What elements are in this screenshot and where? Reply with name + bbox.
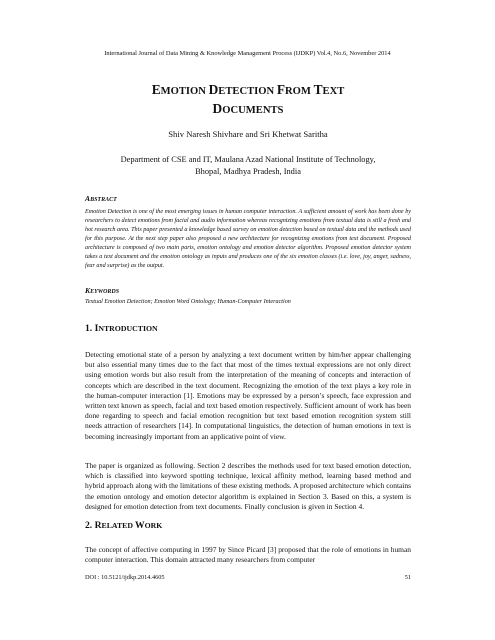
title-initial: E (151, 82, 161, 97)
doi-label: DOI : 10.5121/ijdkp.2014.4605 (85, 574, 165, 581)
title-line-1 (85, 81, 411, 100)
heading-initial: K (85, 286, 91, 295)
title-initial: T (313, 82, 323, 97)
affiliation-line-1: Department of CSE and IT, Maulana Azad National Institute of Technology, (120, 155, 376, 164)
keywords-heading (85, 286, 119, 295)
section-number: 2. (85, 520, 95, 531)
heading-smallcaps: ELATED (101, 521, 135, 530)
title-smallcaps: MOTION (160, 86, 209, 97)
heading-smallcaps: NTRODUCTION (98, 324, 158, 333)
title-smallcaps: ETECTION (218, 86, 277, 97)
title-smallcaps: OCUMENTS (222, 105, 284, 116)
affiliation-line-2: Bhopal, Madhya Pradesh, India (195, 167, 301, 176)
title-smallcaps: ROM (285, 86, 314, 97)
heading-initial: A (85, 194, 91, 203)
abstract-heading (85, 194, 117, 203)
keywords-text: Textual Emotion Detection; Emotion Word Ontology; Human-Computer Interaction (85, 299, 291, 305)
heading-initial: W (134, 520, 145, 531)
section-1-paragraph-2: The paper is organized as following. Section 2 describes the methods used for text based emotion detection, which is classified into keyword spotting technique, lexical affinity method, learning based method and hybrid approach along with the limitations of these existing methods. A proposed architecture which contains the emotion ontology and emotion detector algorithm is explained in Section 3. Based on this, a system is designed for emotion detection from text documents. Finally conclusion is given in Section 4. (85, 461, 411, 511)
heading-initial: I (94, 323, 99, 334)
paper-title (85, 81, 411, 119)
affiliation (85, 154, 411, 178)
section-1-heading (85, 323, 158, 334)
section-2-paragraph-1: The concept of affective computing in 1997 by Since Picard [3] proposed that the role of emotions in human computer interaction. This domain attracted many researchers from computer (85, 545, 411, 565)
abstract-text: Emotion Detection is one of the most emerging issues in human computer interaction. A sufficient amount of work has been done by researchers to detect emotions from facial and audio information whereas recognizing emotions from textual data is still a fresh and hot research area. This paper presented a knowledge based survey on emotion detection based on textual data and the methods used for this purpose. At the next step paper also proposed a new architecture for recognizing emotions from text document. Proposed architecture is composed of two main parts, emotion ontology and emotion detector algorithm. Proposed emotion detector system takes a text document and the emotion ontology as inputs and produces one of the six emotion classes (i.e. love, joy, anger, sadness, fear and surprise) as the output. (85, 209, 411, 269)
heading-smallcaps: ORK (144, 521, 163, 530)
page-number: 51 (404, 574, 411, 581)
section-number: 1. (85, 323, 95, 334)
section-1-paragraph-1: Detecting emotional state of a person by analyzing a text document written by him/her appear challenging but also essential many times due to the fact that most of the times textual expressions are not only direct using emotion words but also result from the interpretation of the meaning of concepts and interaction of concepts which are described in the text document. Recognizing the emotion of the text plays a key role in the human-computer interaction [1]. Emotions may be expressed by a person’s speech, face expression and written text known as speech, facial and text based emotion respectively. Sufficient amount of work has been done regarding to speech and facial emotion recognition but text based emotion recognition system still needs attraction of researchers [14]. In computational linguistics, the detection of human emotions in text is becoming increasingly important from an applicative point of view. (85, 350, 411, 441)
running-head: International Journal of Data Mining & Knowledge Management Process (IJDKP) Vol.4, No.6, November 2014 (104, 50, 391, 57)
heading-smallcaps: BSTRACT (90, 197, 117, 203)
heading-smallcaps: EYWORDS (90, 289, 120, 295)
title-smallcaps: EXT (322, 86, 345, 97)
title-initial: D (208, 82, 219, 97)
heading-initial: R (94, 520, 102, 531)
section-2-heading (85, 520, 162, 531)
title-line-2 (85, 100, 411, 119)
title-initial: D (212, 101, 223, 116)
title-initial: F (276, 82, 286, 97)
authors: Shiv Naresh Shivhare and Sri Khetwat Saritha (168, 129, 328, 139)
